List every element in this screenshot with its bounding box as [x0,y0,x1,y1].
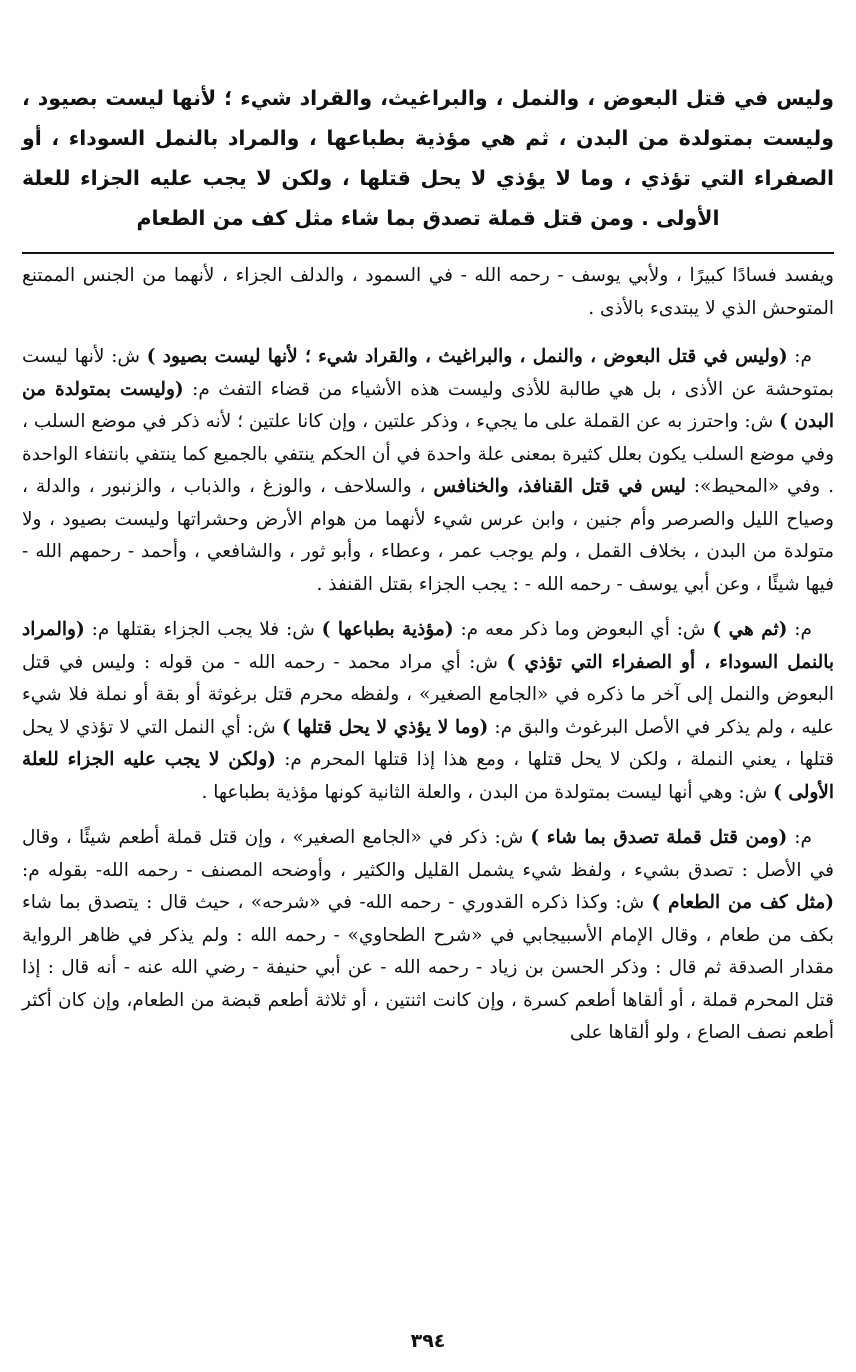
commentary-text: ش: فلا يجب الجزاء بقتلها م: [84,619,322,640]
matn-marker: م: [787,619,812,640]
commentary-text: ش: أي النمل التي لا تؤذي لا يحل قتلها ، يعني النملة ، ولكن لا يحل قتلها ، ومع هذا إذا قتلها المحرم م: [22,716,834,770]
commentary-text: ش: أي مراد محمد - رحمه الله - من قوله : وليس في قتل البعوض والنمل إلى آخر ما ذكره في «الجامع الصغير» ، ولفظه محرم قتل برغوثة أو بقة أو نملة فلا شيء عليه ، ولم يذكر في الأصل البرغوث والبق م: [22,651,834,738]
commentary-paragraph-3 [22,822,834,1050]
matn-quote: (مثل كف من الطعام ) [651,892,834,913]
matn-quote: (وما لا يؤذي لا يحل قتلها ) [281,716,489,738]
page-body [22,78,834,1063]
commentary-continuation: ويفسد فسادًا كبيرًا ، ولأبي يوسف - رحمه الله - في السمود ، والدلف الجزاء ، لأنهما من الجنس الممتنع المتوحش الذي لا يبتدىء بالأذى . [22,265,834,319]
matn-quote: (وليس في قتل البعوض ، والنمل ، والبراغيث ، والقراد شيء ؛ لأنها ليست بصيود ) [146,346,788,367]
page-number: ٣٩٤ [410,1330,446,1352]
matn-quote: (مؤذية بطباعها ) [321,619,454,640]
matn-marker: م: [787,346,812,367]
commentary-text: ش: واحترز به عن القملة على ما يجيء ، وذكر علتين ، وإن كانا علتين ؛ لأنه ذكر في موضع السلب ، وفي موضع السلب يكون بعلل كثيرة بمعنى علة واحدة في أن الحكم ينتفي بالجميع كما ينتفي بانتفاء الواحدة . وفي «المحيط»: [22,411,834,497]
quoted-text: ليس في قتل القنافذ، والخنافس [433,476,686,497]
commentary-paragraph-2 [22,614,834,809]
matn-quote: (والمراد بالنمل السوداء ، أو الصفراء التي تؤذي ) [22,619,834,673]
matn-quote: (وليست بمتولدة من البدن ) [22,378,834,432]
commentary-text: ، والسلاحف ، والوزغ ، والذباب ، والزنبور ، والدلة ، وصياح الليل والصرصر وأم جنين ، وابن عرس شيء لأنهما من هوام الأرض وحشراتها وليست بصيود ، ولا متولدة من البدن ، بخلاف القمل ، ولم يوجب عمر ، وعطاء ، وأبو ثور ، والشافعي ، وأحمد - رحمهم الله - فيها شيئًا ، وعن أبي يوسف - رحمه الله - : يجب الجزاء بقتل القنفذ . [22,476,834,595]
matn-quote: (ولكن لا يجب عليه الجزاء للعلة الأولى ) [22,749,834,803]
matn-text: وليس في قتل البعوض ، والنمل ، والبراغيث، والقراد شيء ؛ لأنها ليست بصيود ، وليست بمتولدة من البدن ، ثم هي مؤذية بطباعها ، والمراد بالنمل السوداء ، أو الصفراء التي تؤذي ، وما لا يؤذي لا يحل قتلها ، ولكن لا يجب عليه الجزاء للعلة الأولى . ومن قتل قملة تصدق بما شاء مثل كف من الطعام [22,86,834,230]
matn-marker: م: [787,827,812,848]
commentary-text: ش: وكذا ذكره القدوري - رحمه الله- في «شرحه» ، حيث قال : يتصدق بما شاء بكف من طعام ، وقال الإمام الأسبيجابي في «شرح الطحاوي» - رحمه الله : ولم يذكر في ظاهر الرواية مقدار الصدقة ثم قال : وذكر الحسن بن زياد - رحمه الله - عن أبي حنيفة - رضي الله عنه - أنه قال : إذا قتل المحرم قملة ، أو ألقاها أطعم كسرة ، وإن كانت اثنتين ، أو ثلاثة أطعم قبضة من الطعام، وإن كان أكثر أطعم نصف الصاع ، ولو ألقاها على [22,892,834,1043]
commentary-text: ش: لأنها ليست بمتوحشة عن الأذى ، بل هي طالبة للأذى وليست هذه الأشياء من قضاء التفث م: [22,346,834,400]
commentary-text: ش: وهي أنها ليست بمتولدة من البدن ، والعلة الثانية كونها مؤذية بطباعها . [201,781,774,803]
commentary-paragraph-1 [22,341,834,601]
matn-quote: (ومن قتل قملة تصدق بما شاء ) [530,827,788,848]
matn-quote: (ثم هي ) [712,619,788,640]
commentary-text: ش: ذكر في «الجامع الصغير» ، وإن قتل قملة أطعم شيئًا ، وقال في الأصل : تصدق بشيء ، ولفظ شيء يشمل القليل والكثير ، وأوضحه المصنف - رحمه الله- بقوله م: [22,827,834,881]
commentary-text: ش: أي البعوض وما ذكر معه م: [453,619,713,640]
separator-line [22,252,834,254]
